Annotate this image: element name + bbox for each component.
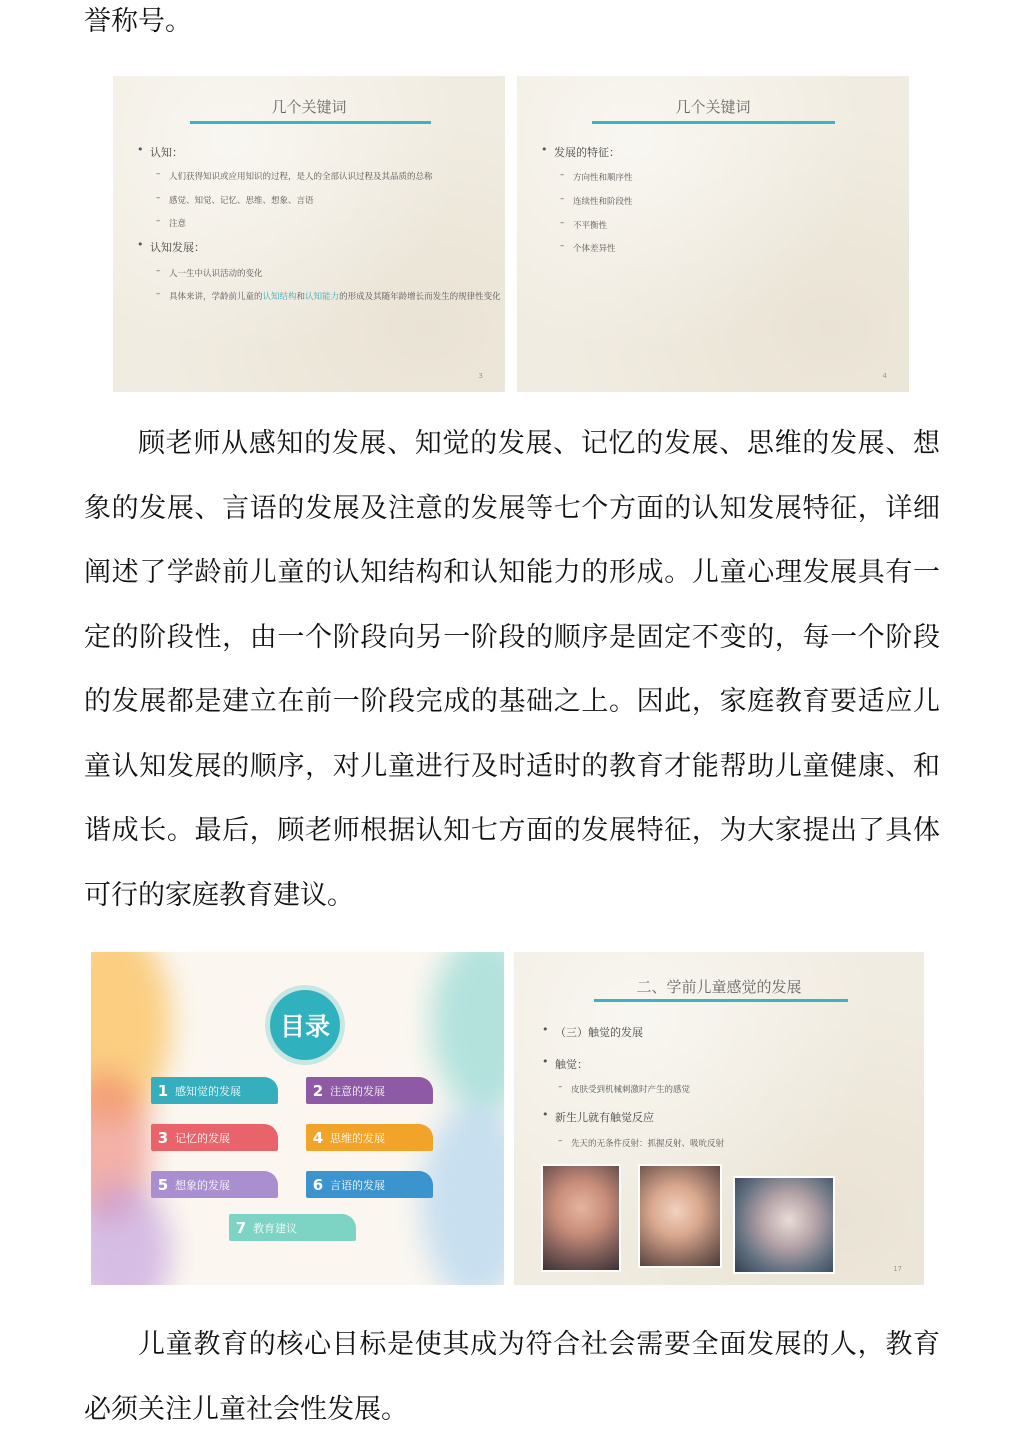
slide-title: 几个关键词 [271, 98, 347, 116]
contents-item-imagination [151, 1171, 278, 1198]
contents-item-language [306, 1171, 433, 1198]
sub-bullet: – 先天的无条件反射：抓握反射、吸吮反射 [571, 1137, 724, 1149]
text: 的形成及其随年龄增长而发生的规律性变化 [339, 292, 501, 302]
sub-bullet: – 注意 [169, 217, 186, 229]
sub-bullet: – 不平衡性 [573, 219, 607, 231]
slide-key-terms-1 [113, 76, 505, 392]
item-label: 注意的发展 [330, 1084, 385, 1098]
bullet-cognitive-development: • 认知发展： [150, 239, 205, 255]
bullet-touch-section: • （三）触觉的发展 [555, 1024, 643, 1040]
title-underline [190, 121, 431, 124]
contents-item-thinking [306, 1124, 433, 1151]
bullet-cognition: • 认知： [150, 144, 183, 160]
slide-number: 17 [893, 1265, 902, 1273]
paragraph-cognitive-development: 顾老师从感知的发展、知觉的发展、记忆的发展、思维的发展、想象的发展、言语的发展及注意的发展等七个方面的认知发展特征，详细阐述了学龄前儿童的认知结构和认知能力的形成。儿童心理发展具有一定的阶段性，由一个阶段向另一阶段的顺序是固定不变的，每一个阶段的发展都是建立在前一阶段完成的基础之上。因此，家庭教育要适应儿童认知发展的顺序，对儿童进行及时适时的教育才能帮助儿童健康、和谐成长。最后，顾老师根据认知七方面的发展特征，为大家提出了具体可行的家庭教育建议。 [84, 428, 940, 911]
sub-bullet: – 人们获得知识或应用知识的过程，是人的全部认识过程及其品质的总称 [169, 170, 433, 182]
contents-badge: 目录 [270, 990, 340, 1060]
slide-number: 3 [478, 372, 483, 380]
sub-bullet: – 人一生中认识活动的变化 [169, 267, 263, 279]
item-label: 言语的发展 [330, 1178, 385, 1192]
highlight-text: 认知能力 [305, 292, 340, 302]
bullet-development-features: • 发展的特征： [554, 144, 620, 160]
watercolor-decoration [421, 1102, 504, 1285]
sub-bullet-highlight [169, 290, 501, 302]
watercolor-decoration [431, 952, 504, 1112]
title-underline [594, 999, 848, 1002]
item-label: 想象的发展 [175, 1178, 230, 1192]
sub-bullet: – 方向性和顺序性 [573, 171, 633, 183]
slide-contents [91, 952, 504, 1285]
text: 和 [296, 292, 306, 302]
item-label: 教育建议 [253, 1221, 297, 1235]
text: 具体来讲，学龄前儿童的 [169, 292, 263, 302]
slide-key-terms-2 [517, 76, 909, 392]
bullet-touch: • 触觉： [555, 1056, 588, 1072]
item-number: 2 [312, 1081, 324, 1100]
slide-number: 4 [882, 372, 887, 380]
item-number: 7 [235, 1218, 247, 1237]
sub-bullet: – 连续性和阶段性 [573, 195, 633, 207]
item-number: 6 [312, 1175, 324, 1194]
slide-title: 几个关键词 [675, 98, 751, 116]
contents-item-memory [151, 1124, 278, 1151]
title-underline [592, 121, 835, 124]
item-label: 思维的发展 [330, 1131, 385, 1145]
sub-bullet: – 感觉、知觉、记忆、思维、想象、言语 [169, 194, 314, 206]
contents-item-education-advice [229, 1214, 356, 1241]
photo-baby-feet [733, 1176, 835, 1274]
item-number: 5 [157, 1175, 169, 1194]
item-number: 4 [312, 1128, 324, 1147]
item-number: 3 [157, 1128, 169, 1147]
bullet-newborn-touch: • 新生儿就有触觉反应 [555, 1109, 654, 1125]
slide-touch-development [514, 952, 924, 1285]
contents-item-attention [306, 1077, 433, 1104]
paragraph-child-education: 儿童教育的核心目标是使其成为符合社会需要全面发展的人，教育必须关注儿童社会性发展。 [84, 1329, 940, 1425]
highlight-text: 认知结构 [262, 292, 297, 302]
slide-title: 二、学前儿童感觉的发展 [636, 978, 802, 996]
top-text: 誉称号。 [84, 6, 192, 37]
item-label: 感知觉的发展 [175, 1084, 241, 1098]
photo-infant-grasp [638, 1164, 722, 1268]
photo-newborn [541, 1164, 621, 1272]
contents-item-perception [151, 1077, 278, 1104]
item-label: 记忆的发展 [175, 1131, 230, 1145]
sub-bullet: – 皮肤受到机械刺激时产生的感觉 [571, 1083, 690, 1095]
sub-bullet: – 个体差异性 [573, 242, 616, 254]
item-number: 1 [157, 1081, 169, 1100]
